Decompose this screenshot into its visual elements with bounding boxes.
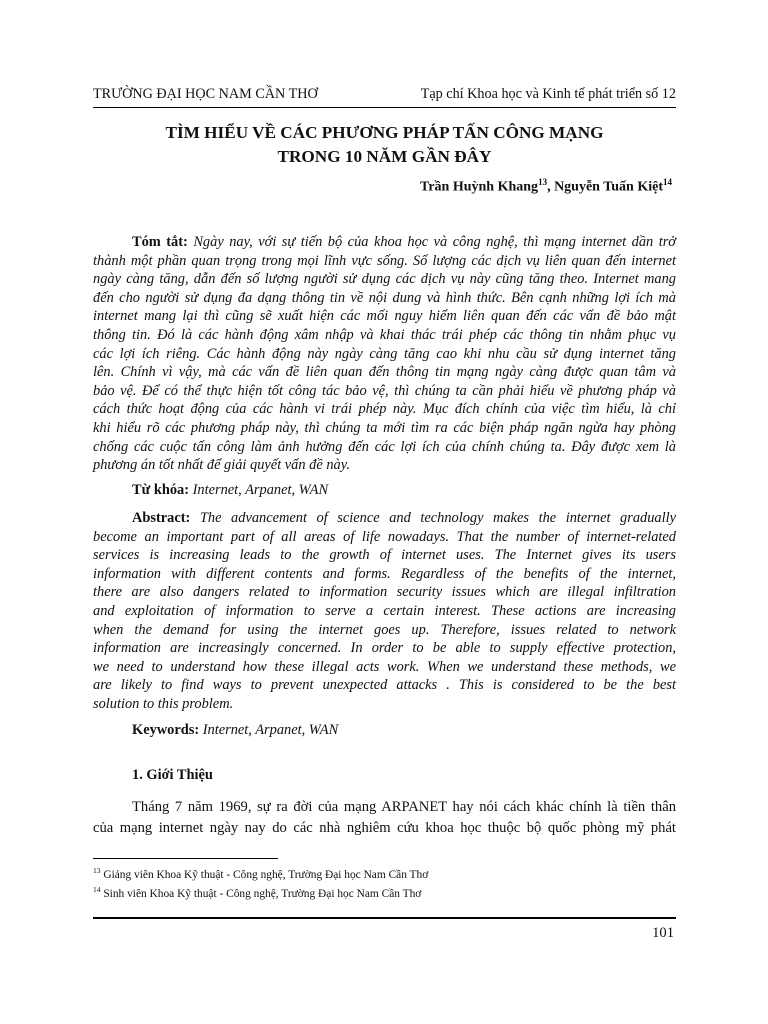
- abstract-line: Abstract: The advancement of science and technology makes the internet gradually: [132, 510, 676, 526]
- abstract-line: are likely to find ways to prevent unexpected attacks . This is considered to be the best: [93, 677, 676, 694]
- abstract-line: information with different contents and forms. Regardless of the benefits of the internet,: [93, 565, 676, 582]
- summary-label: Tóm tắt:: [132, 234, 188, 250]
- footnote-number: 13: [93, 866, 101, 875]
- abstract-line: information are increasingly concerned. In order to be able to supply effective protection,: [93, 640, 676, 657]
- abstract-line: there are also dangers related to information security issues which are illegal infiltration: [93, 584, 676, 601]
- header-rule: [93, 107, 676, 108]
- abstract-line: we need to understand how these illegal acts work. When we understand these methods, we: [93, 658, 676, 675]
- summary-line: internet mang lại thì cũng sẽ xuất hiện các mối nguy hiểm liên quan đến các vấn đề bảo mật: [93, 308, 676, 325]
- keywords-vi-label: Từ khóa:: [132, 482, 190, 498]
- footnote-text: Giảng viên Khoa Kỹ thuật - Công nghệ, Trường Đại học Nam Cần Thơ: [100, 868, 429, 881]
- summary-line: phương án tốt nhất để giải quyết vấn đề này.: [93, 457, 350, 474]
- abstract-english: [93, 509, 676, 714]
- author-1-footnote-ref: 13: [538, 177, 548, 187]
- summary-line: Tóm tắt: Ngày nay, với sự tiến bộ của khoa học và công nghệ, thì mạng internet dần trở: [132, 234, 676, 250]
- body-line: của mạng internet ngày nay do các nhà nghiêm cứu khoa học thuộc bộ quốc phòng mỹ phát: [93, 820, 676, 836]
- abstract-line: become an important part of all areas of life nowadays. That the number of internet-related: [93, 528, 676, 545]
- page-number: 101: [652, 925, 674, 941]
- section-body: [93, 797, 676, 839]
- header-journal: Tạp chí Khoa học và Kinh tế phát triển số 12: [420, 86, 676, 102]
- article-title: [93, 121, 676, 169]
- body-line: Tháng 7 năm 1969, sự ra đời của mạng ARPANET hay nói cách khác chính là tiền thân: [132, 799, 676, 815]
- running-header: [93, 86, 676, 103]
- summary-line: khi hiểu rõ các phương pháp này, thì chúng ta mới tìm ra các biện pháp ngăn ngừa hay phòng: [93, 419, 676, 436]
- abstract-line: when the demand for using the internet goes up. Therefore, issues related to network: [93, 621, 676, 638]
- summary-line: các lợi ích riêng. Các hành động này ngày càng tăng cao khi nhu cầu sử dụng internet tăng: [93, 345, 676, 362]
- author-1: Trần Huỳnh Khang: [420, 179, 539, 195]
- keywords-english: [132, 722, 338, 739]
- section-heading: 1. Giới Thiệu: [132, 767, 213, 783]
- abstract-line: and exploitation of information to serve a certain interest. These actions are increasing: [93, 602, 676, 619]
- summary-line: lên. Chính vì vậy, mà các vấn đề liên quan đến thông tin mạng ngày càng được quan tâm và: [93, 364, 676, 381]
- summary-line: bảo vệ. Để có thể thực hiện tốt công tác bảo vệ, thì chúng ta cần phải hiểu về phương pháp và: [93, 382, 676, 399]
- summary-line: ngày càng tăng, dẫn đến số lượng người sử dụng các dịch vụ này cũng tăng theo. Internet mang: [93, 271, 676, 288]
- abstract-line: solution to this problem.: [93, 695, 234, 712]
- summary-line: thông tin. Đó là các hành động xâm nhập và khai thác trái phép các thông tin nhằm phục vụ: [93, 326, 676, 343]
- footnote-14: [93, 885, 421, 900]
- keywords-vi-value: Internet, Arpanet, WAN: [189, 482, 329, 498]
- title-line-1: TÌM HIỂU VỀ CÁC PHƯƠNG PHÁP TẤN CÔNG MẠNG: [165, 123, 604, 142]
- author-list: [420, 177, 672, 196]
- author-separator: ,: [547, 179, 555, 195]
- header-university: TRƯỜNG ĐẠI HỌC NAM CẦN THƠ: [93, 86, 318, 102]
- footer-rule: [93, 917, 676, 919]
- summary-line: chống các cuộc tấn công làm ảnh hưởng đến các lợi ích của chính chúng ta. Đây được xem là: [93, 438, 676, 455]
- title-line-2: TRONG 10 NĂM GẦN ĐÂY: [277, 147, 492, 166]
- keywords-en-label: Keywords:: [132, 722, 200, 738]
- footnote-13: [93, 866, 428, 881]
- summary-line: đến cho người sử dụng đa dạng thông tin về nội dung và hình thức. Bên cạnh những lợi ích mà: [93, 289, 676, 306]
- footnote-text: Sinh viên Khoa Kỹ thuật - Công nghệ, Trường Đại học Nam Cần Thơ: [100, 887, 422, 900]
- summary-vietnamese: [93, 233, 676, 475]
- summary-line: thành một phần quan trọng trong mọi lĩnh vực sống. Số lượng các dịch vụ liên quan đến internet: [93, 252, 676, 269]
- author-2: Nguyễn Tuấn Kiệt: [554, 179, 663, 195]
- keywords-en-value: Internet, Arpanet, WAN: [199, 722, 339, 738]
- footnote-number: 14: [93, 885, 101, 894]
- abstract-line: services is increasing leads to the growth of internet uses. The Internet gives its users: [93, 547, 676, 564]
- footnote-rule: [93, 858, 278, 859]
- keywords-vietnamese: [132, 482, 328, 499]
- author-2-footnote-ref: 14: [663, 177, 672, 187]
- summary-line: cách thức hoạt động của các hành vi trái phép này. Mục đích chính của việc tìm hiểu, là chỉ: [93, 401, 676, 418]
- abstract-label: Abstract:: [132, 510, 191, 526]
